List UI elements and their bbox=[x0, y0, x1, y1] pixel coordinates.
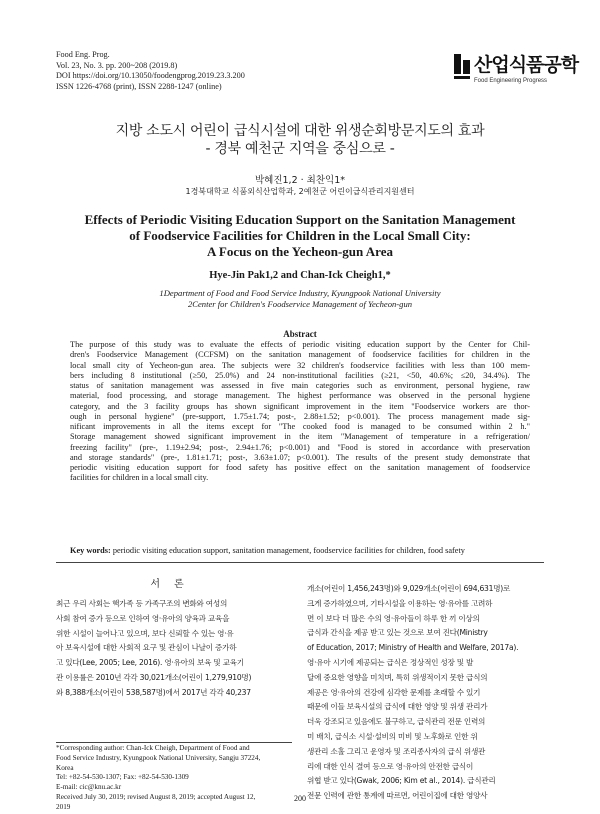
body-line: 생관리 소홀 그리고 운영자 및 조리종사자의 급식 위생관 bbox=[307, 746, 486, 756]
journal-name: Food Eng. Prog. bbox=[56, 50, 110, 59]
body-line: 고 있다(Lee, 2005; Lee, 2016). 영·유아의 보육 및 교육기 bbox=[56, 658, 244, 668]
logo-text: 산업식품공학 bbox=[474, 54, 579, 76]
abstract-line: bers including 8 institutional (≥50, 25.0%) and 24 non-institutional facilities (≥21, <50, 40.6%; ≤20, 34.4%). The bbox=[70, 370, 530, 380]
body-line: 리에 대한 인식 결여 등으로 영·유아의 안전한 급식이 bbox=[307, 761, 474, 771]
footnote-line: Tel: +82-54-530-1307; Fax: +82-54-530-1309 bbox=[56, 773, 189, 782]
english-title-line: of Foodservice Facilities for Children in the Local Small City: bbox=[129, 228, 471, 243]
affiliation-2: 2Center for Children's Foodservice Management of Yecheon-gun bbox=[187, 298, 413, 309]
abstract-body bbox=[70, 340, 530, 484]
abstract-line: periodic visiting education support for food safety has positive effect on the sanitation management of foodservice bbox=[70, 463, 530, 472]
body-line: 관 이용률은 2010년 각각 30,021개소(어린이 1,279,910명) bbox=[56, 672, 252, 682]
keywords-label: Key words: bbox=[70, 546, 111, 555]
korean-authors: 박혜진1,2 · 최찬익1* bbox=[254, 175, 346, 186]
abstract-line: and storage standards" (pre-, 1.81±1.71; post-, 3.63±1.07; p<0.001). The results of the present study demonstrate that bbox=[70, 452, 530, 462]
footnote-line: Food Service Industry, Kyungpook National University, Sangju 37224, bbox=[56, 753, 261, 762]
body-line: 더욱 강조되고 있음에도 불구하고, 급식관리 전문 인력의 bbox=[307, 717, 486, 727]
journal-issn: ISSN 1226-4768 (print), ISSN 2288-1247 (online) bbox=[56, 81, 222, 91]
keywords bbox=[70, 546, 530, 555]
abstract-line: facilities for children in a local small city. bbox=[70, 473, 209, 483]
abstract-line: local small city of Yecheon-gun area. The subjects were 32 children's foodservice facilities with less than 100 mem- bbox=[70, 360, 530, 370]
journal-metadata bbox=[56, 50, 245, 92]
abstract-line: ough in personal hygiene" (pre-support, 1.75±1.74; post-, 2.88±1.52; p<0.001). The process management made sig- bbox=[70, 411, 530, 421]
abstract-line: The purpose of this study was to evaluate the effects of periodic visiting education support by the Center for Chil- bbox=[70, 340, 530, 349]
body-line: 영·유아 시기에 제공되는 급식은 정상적인 성장 및 발 bbox=[307, 657, 474, 667]
footnote-line: Korea bbox=[56, 763, 74, 772]
affiliation-1: 1Department of Food and Food Service Industry, Kyungpook National University bbox=[159, 288, 441, 298]
body-line: 개소(어린이 1,456,243명)와 9,029개소(어린이 694,631명)로 bbox=[307, 584, 511, 593]
body-line: 전문 인력에 관한 통계에 따르면, 어린이집에 대한 영양사 bbox=[307, 791, 488, 801]
abstract-line: dren's Foodservice Management (CCFSM) on the sanitation management of foodservice facilities for children in the bbox=[70, 350, 530, 360]
abstract-heading: Abstract bbox=[283, 329, 317, 339]
body-line: 위협 받고 있다(Gwak, 2006; Kim et al., 2014). 급식관리 bbox=[307, 776, 496, 786]
english-affiliations bbox=[0, 288, 600, 309]
body-line: 사회 참여 증가 등으로 인하여 영·유아의 양육과 교육을 bbox=[56, 613, 230, 623]
footnote-line: Received July 30, 2019; revised August 8, 2019; accepted August 12, bbox=[56, 792, 256, 801]
journal-logo-icon bbox=[452, 52, 472, 80]
page-number: 200 bbox=[294, 794, 306, 803]
journal-volume: Vol. 23, No. 3. pp. 200~208 (2019.8) bbox=[56, 60, 178, 70]
body-line: of Education, 2017; Ministry of Health and Welfare, 2017a). bbox=[307, 643, 519, 653]
footnote-divider bbox=[56, 742, 292, 743]
abstract-line: Storage management showed significant improvement in the item "Management of temperature in a refrigeration/ bbox=[70, 432, 530, 442]
body-line: 급식과 간식을 제공 받고 있는 것으로 보여 진다(Ministry bbox=[307, 628, 488, 638]
body-line: 제공은 영·유아의 건강에 심각한 문제를 초래할 수 있기 bbox=[307, 687, 481, 697]
abstract-line: freezing facility" (pre-, 1.19±2.94; post-, 2.94±1.76; p<0.001) and "Food is stored in accordance with preservation bbox=[70, 442, 530, 452]
body-line: 크게 증가하였으며, 기타시설을 이용하는 영·유아를 고려하 bbox=[307, 598, 493, 608]
journal-doi[interactable]: DOI https://doi.org/10.13050/foodengprog.2019.23.3.200 bbox=[56, 71, 245, 81]
english-title bbox=[0, 212, 600, 260]
abstract-line: category, and the 3 facility groups has shown significant improvement in the item "Foodservice workers are thor- bbox=[70, 401, 530, 411]
korean-title-line2: - 경북 예천군 지역을 중심으로 - bbox=[205, 141, 395, 157]
body-line: 미 배치, 급식소 시설·설비의 미비 및 노후화로 인한 위 bbox=[307, 731, 478, 741]
body-left-column bbox=[56, 597, 292, 701]
keywords-text: periodic visiting education support, sanitation management, foodservice facilities for children, food safety bbox=[112, 546, 465, 555]
english-authors: Hye-Jin Pak1,2 and Chan-Ick Cheigh1,* bbox=[209, 270, 391, 281]
section-heading: 서론 bbox=[150, 579, 198, 590]
journal-logo bbox=[452, 50, 579, 94]
body-right-column bbox=[307, 582, 545, 804]
footnote-line: *Corresponding author: Chan-Ick Cheigh, Department of Food and bbox=[56, 744, 250, 752]
footnote-line: 2019 bbox=[56, 802, 71, 811]
korean-title-line1: 지방 소도시 어린이 급식시설에 대한 위생순회방문지도의 효과 bbox=[115, 123, 485, 139]
footnote-line: E-mail: cic@knu.ac.kr bbox=[56, 783, 122, 792]
body-line: 아 보육시설에 대한 사회적 요구 및 관심이 나날이 증가하 bbox=[56, 643, 237, 653]
divider bbox=[56, 562, 544, 563]
logo-subtitle: Food Engineering Progress bbox=[474, 78, 548, 84]
body-line: 때문에 이들 보육시설의 급식에 대한 영양 및 위생 관리가 bbox=[307, 702, 488, 712]
abstract-line: nificant improvements in all the items except for "The cooked food is managed to be consumed within 2 h." bbox=[70, 422, 530, 431]
body-line: 와 8,388개소(어린이 538,587명)에서 2017년 각각 40,237 bbox=[56, 687, 251, 697]
body-line: 면 이 보다 더 많은 수의 영·유아들이 하루 한 끼 이상의 bbox=[307, 613, 480, 623]
body-line: 달에 중요한 영향을 미치며, 특히 위생적이지 못한 급식의 bbox=[307, 672, 488, 682]
korean-affiliations: 1경북대학교 식품외식산업학과, 2예천군 어린이급식관리지원센터 bbox=[185, 187, 415, 196]
abstract-line: status of sanitation management was assessed in five main categories such as environment, personal hygiene, raw bbox=[70, 381, 530, 390]
body-line: 위한 시설이 늘어나고 있으며, 보다 신뢰할 수 있는 영·유 bbox=[56, 628, 234, 638]
english-title-line: A Focus on the Yecheon-gun Area bbox=[207, 244, 393, 259]
english-title-line: Effects of Periodic Visiting Education Support on the Sanitation Management bbox=[84, 212, 516, 227]
abstract-line: material, food processing, and storage management. The highest performance was observed in the personal hygiene bbox=[70, 391, 530, 401]
body-line: 최근 우리 사회는 핵가족 등 가족구조의 변화와 여성의 bbox=[56, 599, 228, 608]
